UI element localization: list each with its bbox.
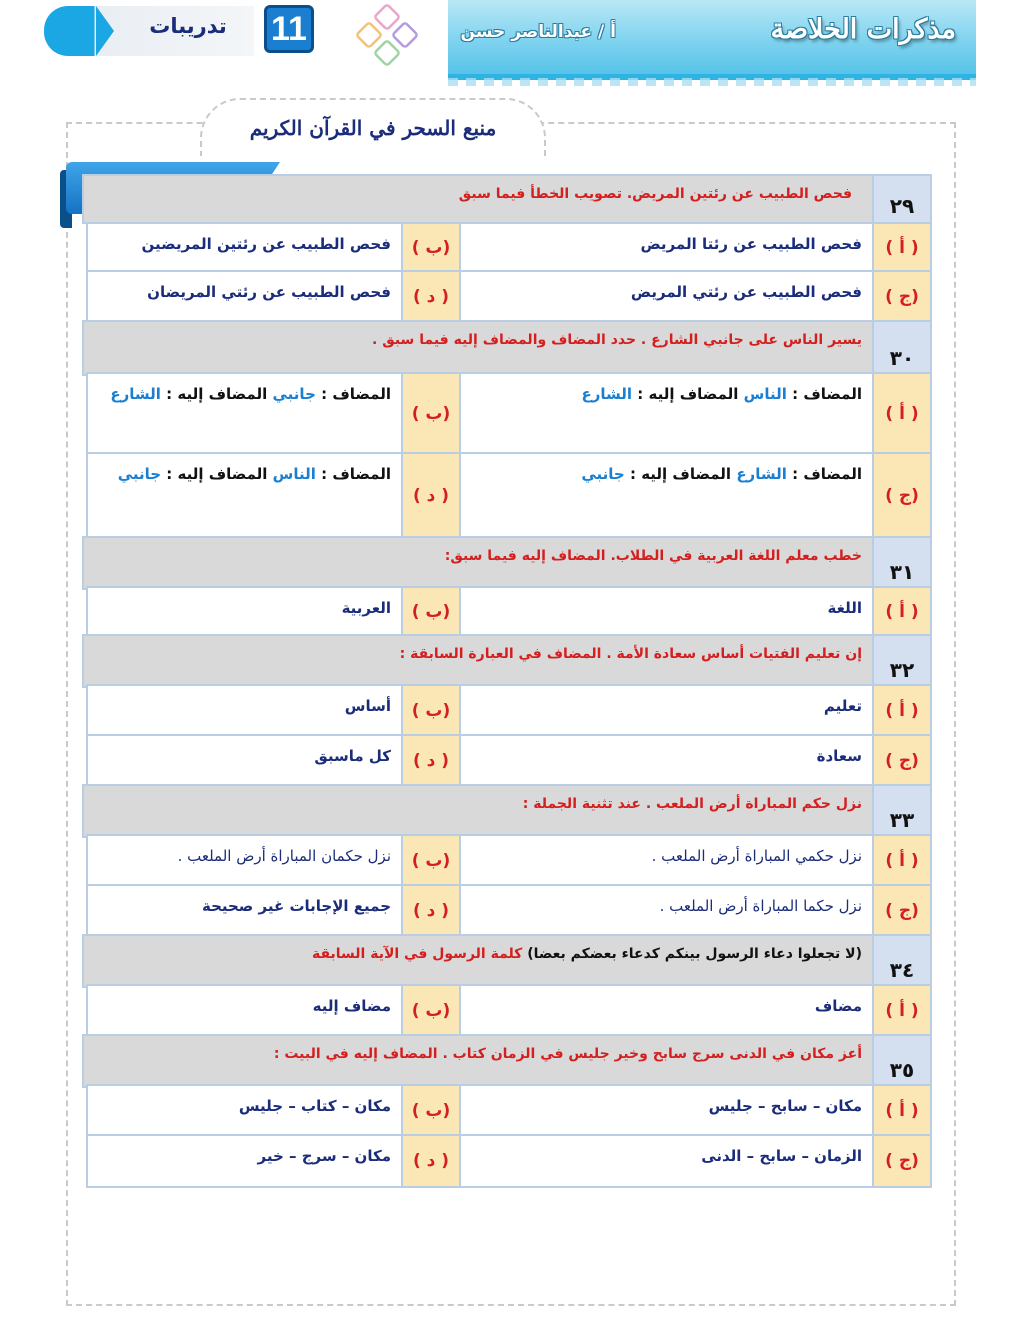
option-label-a: ( أ ) bbox=[872, 372, 932, 456]
option-a[interactable] bbox=[459, 372, 874, 456]
mudaf-ilayh-key: المضاف إليه : bbox=[166, 465, 268, 483]
option-label-d: ( د ) bbox=[401, 1134, 461, 1188]
option-b[interactable]: نزل حكمان المباراة أرض الملعب . bbox=[86, 834, 403, 888]
option-d[interactable] bbox=[86, 452, 403, 540]
option-a[interactable]: مضاف bbox=[459, 984, 874, 1038]
question-text: إن تعليم الفتيات أساس سعادة الأمة . المضاف في العبارة السابقة : bbox=[82, 634, 874, 688]
option-label-d: ( د ) bbox=[401, 452, 461, 540]
option-label-b: (ب ) bbox=[401, 372, 461, 456]
question-rest: كلمة الرسول في الآية السابقة bbox=[311, 946, 523, 962]
author-name: أ / عبدالناصر حسن bbox=[460, 22, 616, 42]
option-a[interactable]: نزل حكمي المباراة أرض الملعب . bbox=[459, 834, 874, 888]
section-label: تدريبات bbox=[149, 14, 227, 38]
option-b[interactable]: مكان – كتاب – جليس bbox=[86, 1084, 403, 1138]
option-row bbox=[84, 454, 932, 540]
flower-logo-icon bbox=[350, 4, 424, 70]
question-text: فحص الطبيب عن رئتين المريض. تصويب الخطأ فيما سبق bbox=[82, 174, 874, 224]
option-label-c: (ج ) bbox=[872, 1134, 932, 1188]
option-a[interactable]: فحص الطبيب عن رئتا المريض bbox=[459, 222, 874, 274]
option-label-c: (ج ) bbox=[872, 734, 932, 788]
option-b[interactable]: فحص الطبيب عن رئتين المريضين bbox=[86, 222, 403, 274]
option-b[interactable] bbox=[86, 372, 403, 456]
question-number: ٣٤ bbox=[872, 934, 932, 988]
question-row bbox=[84, 176, 932, 224]
question-number: ٣٥ bbox=[872, 1034, 932, 1088]
option-row bbox=[84, 1136, 932, 1188]
mudaf-value: الناس bbox=[743, 385, 787, 403]
option-label-d: ( د ) bbox=[401, 734, 461, 788]
question-text: نزل حكم المباراة أرض الملعب . عند تثنية الجملة : bbox=[82, 784, 874, 838]
option-label-a: ( أ ) bbox=[872, 984, 932, 1038]
option-label-b: (ب ) bbox=[401, 834, 461, 888]
option-label-b: (ب ) bbox=[401, 984, 461, 1038]
mudaf-ilayh-value: الشارع bbox=[581, 385, 633, 403]
mudaf-key: المضاف : bbox=[792, 465, 862, 483]
option-label-c: (ج ) bbox=[872, 884, 932, 938]
option-label-a: ( أ ) bbox=[872, 222, 932, 274]
question-row bbox=[84, 786, 932, 838]
option-row bbox=[84, 588, 932, 638]
mudaf-ilayh-value: الشارع bbox=[110, 385, 161, 403]
mudaf-value: جانبي bbox=[272, 385, 316, 403]
question-number: ٣٠ bbox=[872, 320, 932, 376]
option-row bbox=[84, 1086, 932, 1138]
mudaf-key: المضاف : bbox=[321, 385, 391, 403]
option-d[interactable]: كل ماسبق bbox=[86, 734, 403, 788]
topic-title: منبع السحر في القرآن الكريم bbox=[200, 98, 546, 156]
option-row bbox=[84, 224, 932, 274]
mudaf-ilayh-key: المضاف إليه : bbox=[637, 385, 739, 403]
option-a[interactable]: اللغة bbox=[459, 586, 874, 638]
option-b[interactable]: مضاف إليه bbox=[86, 984, 403, 1038]
question-number: ٣٣ bbox=[872, 784, 932, 838]
mudaf-value: الناس bbox=[272, 465, 316, 483]
option-label-d: ( د ) bbox=[401, 270, 461, 324]
arrow-icon bbox=[96, 6, 114, 56]
option-c[interactable]: فحص الطبيب عن رئتي المريض bbox=[459, 270, 874, 324]
option-d[interactable]: فحص الطبيب عن رئتي المريضان bbox=[86, 270, 403, 324]
option-label-b: (ب ) bbox=[401, 222, 461, 274]
mudaf-key: المضاف : bbox=[321, 465, 391, 483]
option-label-a: ( أ ) bbox=[872, 684, 932, 738]
option-b[interactable]: العربية bbox=[86, 586, 403, 638]
option-c[interactable]: سعادة bbox=[459, 734, 874, 788]
question-row bbox=[84, 936, 932, 988]
question-row bbox=[84, 322, 932, 376]
option-label-a: ( أ ) bbox=[872, 586, 932, 638]
option-label-c: (ج ) bbox=[872, 452, 932, 540]
question-text: أعز مكان في الدنى سرج سابح وخير جليس في الزمان كتاب . المضاف إليه في البيت : bbox=[82, 1034, 874, 1088]
option-c[interactable] bbox=[459, 452, 874, 540]
brand-title: مذكرات الخلاصة bbox=[770, 14, 956, 45]
option-label-c: (ج ) bbox=[872, 270, 932, 324]
option-c[interactable]: الزمان – سابح – الدنى bbox=[459, 1134, 874, 1188]
option-row bbox=[84, 986, 932, 1038]
question-text bbox=[82, 934, 874, 988]
option-row bbox=[84, 736, 932, 788]
option-label-a: ( أ ) bbox=[872, 834, 932, 888]
option-c[interactable]: نزل حكما المباراة أرض الملعب . bbox=[459, 884, 874, 938]
option-d[interactable]: مكان – سرج – خير bbox=[86, 1134, 403, 1188]
option-label-b: (ب ) bbox=[401, 1084, 461, 1138]
mudaf-ilayh-value: جانبي bbox=[581, 465, 625, 483]
question-number: ٢٩ bbox=[872, 174, 932, 224]
option-row bbox=[84, 272, 932, 324]
option-label-d: ( د ) bbox=[401, 884, 461, 938]
option-b[interactable]: أساس bbox=[86, 684, 403, 738]
quran-quote: (لا تجعلوا دعاء الرسول بينكم كدعاء بعضكم بعضا) bbox=[527, 946, 862, 962]
option-row bbox=[84, 886, 932, 938]
question-number: ٣٢ bbox=[872, 634, 932, 688]
unit-number-badge: 11 bbox=[264, 5, 314, 53]
option-row bbox=[84, 836, 932, 888]
option-row bbox=[84, 686, 932, 738]
question-number: ٣١ bbox=[872, 536, 932, 590]
question-row bbox=[84, 1036, 932, 1088]
option-label-b: (ب ) bbox=[401, 684, 461, 738]
header-banner bbox=[448, 0, 976, 80]
option-a[interactable]: مكان – سابح – جليس bbox=[459, 1084, 874, 1138]
question-text: خطب معلم اللغة العربية في الطلاب. المضاف إليه فيما سبق: bbox=[82, 536, 874, 590]
option-row bbox=[84, 374, 932, 456]
option-label-a: ( أ ) bbox=[872, 1084, 932, 1138]
mudaf-ilayh-value: جانبي bbox=[117, 465, 162, 483]
question-row bbox=[84, 538, 932, 590]
question-row bbox=[84, 636, 932, 688]
mudaf-value: الشارع bbox=[736, 465, 787, 483]
option-label-b: (ب ) bbox=[401, 586, 461, 638]
option-a[interactable]: تعليم bbox=[459, 684, 874, 738]
question-text: يسير الناس على جانبي الشارع . حدد المضاف والمضاف إليه فيما سبق . bbox=[82, 320, 874, 376]
mudaf-ilayh-key: المضاف إليه : bbox=[166, 385, 268, 403]
mudaf-key: المضاف : bbox=[792, 385, 862, 403]
option-d[interactable]: جميع الإجابات غير صحيحة bbox=[86, 884, 403, 938]
mudaf-ilayh-key: المضاف إليه : bbox=[629, 465, 732, 483]
